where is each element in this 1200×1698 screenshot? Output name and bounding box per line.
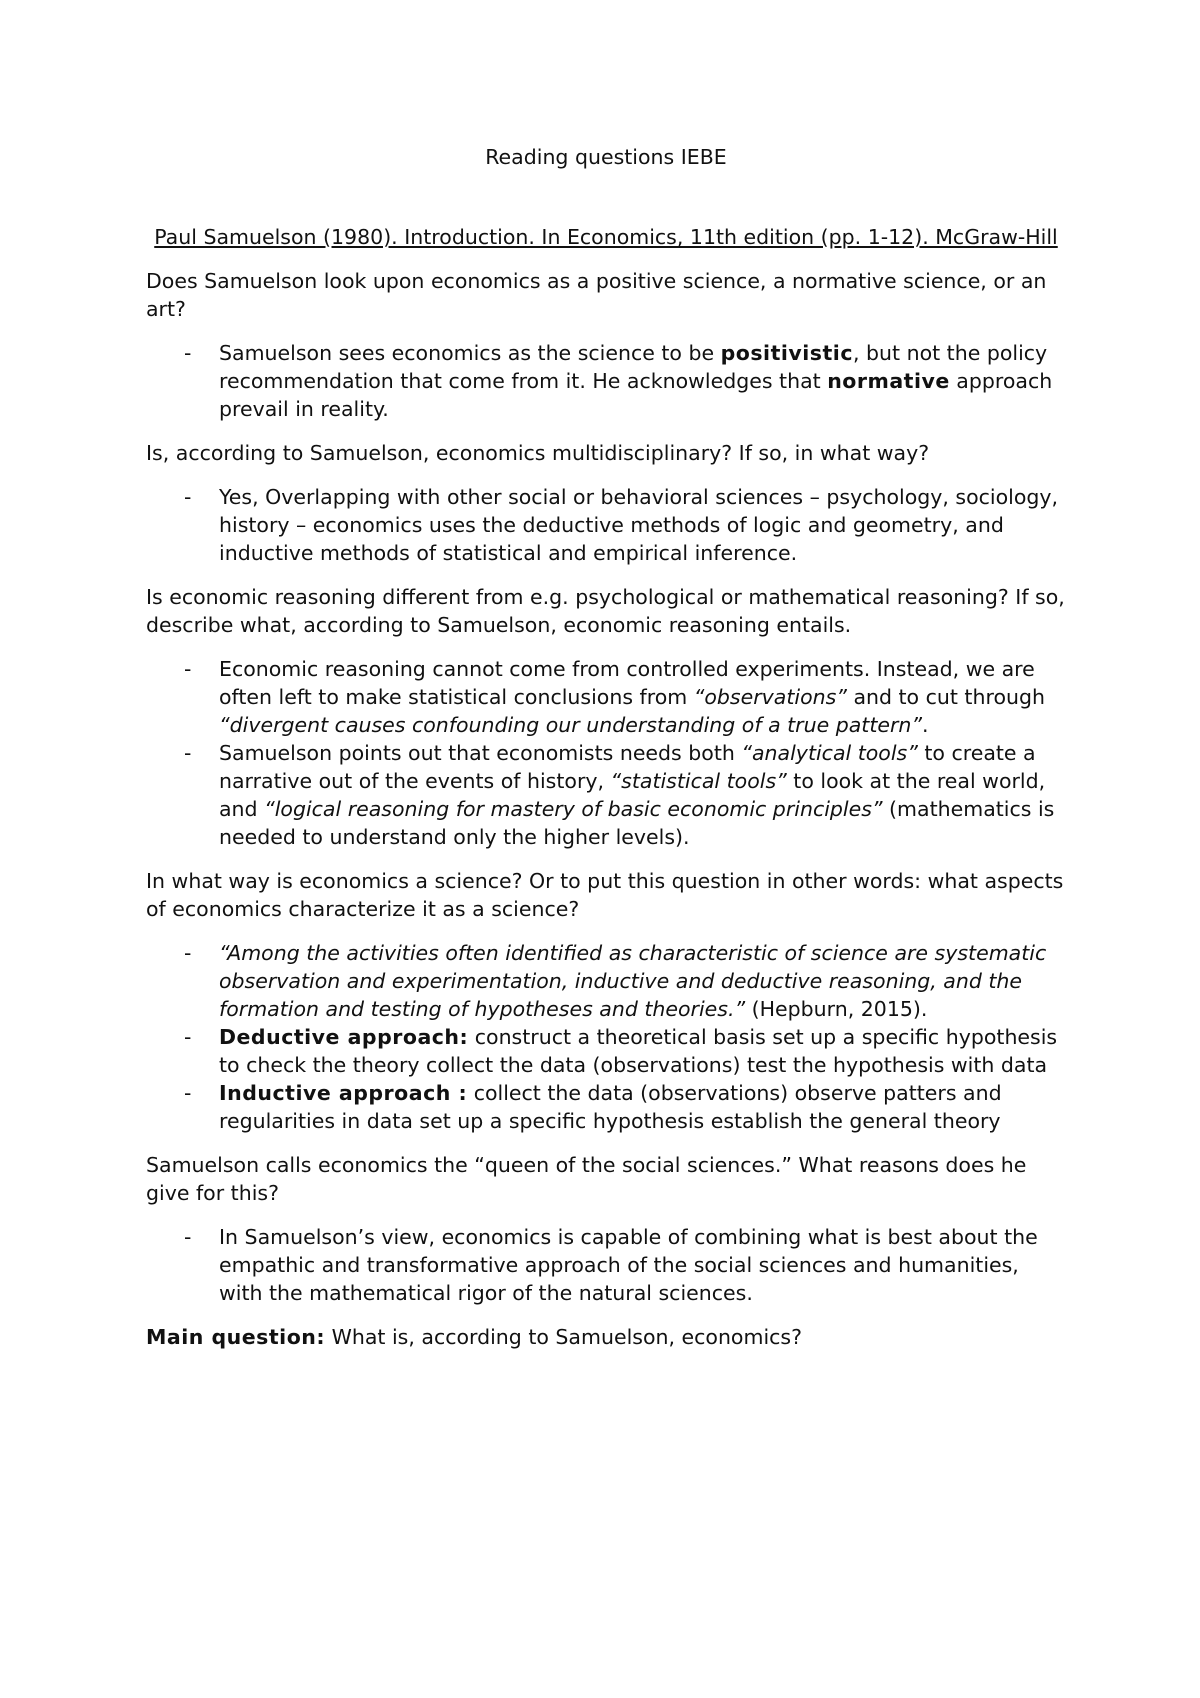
quoted-text: “logical reasoning for mastery of basic economic principles”	[264, 797, 883, 821]
reading-reference: Paul Samuelson (1980). Introduction. In Economics, 11th edition (pp. 1-12). McGraw-Hill	[154, 225, 1058, 249]
answer-item	[146, 1223, 1066, 1307]
question-text: Is economic reasoning different from e.g. psychological or mathematical reasoning? If so, describe what, according to Samuelson, economic reasoning entails.	[146, 585, 1065, 637]
bold-term: Inductive approach :	[219, 1081, 468, 1105]
main-question-text: What is, according to Samuelson, economics?	[325, 1325, 802, 1349]
answer-item	[146, 655, 1066, 739]
answer-text: In Samuelson’s view, economics is capable of combining what is best about the empathic and transformative approach of the social sciences and humanities, with the mathematical rigor of the natural sciences.	[219, 1225, 1038, 1305]
answer-text: Yes, Overlapping with other social or behavioral sciences – psychology, sociology, history – economics uses the deductive methods of logic and geometry, and inductive methods of statistical and empirical inference.	[219, 485, 1059, 565]
answer-list	[146, 339, 1066, 423]
question-text: In what way is economics a science? Or to put this question in other words: what aspects of economics characterize it as a science?	[146, 869, 1064, 921]
answer-list	[146, 939, 1066, 1135]
answer-text: (mathematics is needed to understand only the higher levels).	[219, 797, 1055, 849]
answer-list	[146, 655, 1066, 851]
bullet-dash: -	[184, 941, 192, 965]
answer-text: , but not the policy recommendation that come from it. He acknowledges that	[219, 341, 1048, 393]
bullet-dash: -	[184, 741, 192, 765]
document-body	[146, 143, 1066, 1367]
answer-list	[146, 1223, 1066, 1307]
answer-text: Samuelson sees economics as the science to be	[219, 341, 721, 365]
quoted-text: “Among the activities often identified as characteristic of science are systematic observation and experimentation, inductive and deductive reasoning, and the formation and testing of hypotheses and theories.”	[219, 941, 1047, 1021]
bullet-dash: -	[184, 1225, 192, 1249]
answer-item	[146, 1079, 1066, 1135]
answer-item	[146, 739, 1066, 851]
answer-item	[146, 339, 1066, 423]
bullet-dash: -	[184, 1081, 192, 1105]
answer-text: approach prevail in reality.	[219, 369, 1053, 421]
answer-text: .	[922, 713, 929, 737]
answer-item	[146, 1023, 1066, 1079]
main-question-label: Main question:	[146, 1325, 326, 1349]
answer-text: collect the data (observations) observe patters and regularities in data set up a specific hypothesis establish the general theory	[219, 1081, 1002, 1133]
answer-text: Samuelson points out that economists needs both	[219, 741, 742, 765]
answer-list	[146, 483, 1066, 567]
bold-term: Deductive approach:	[219, 1025, 469, 1049]
answer-text: and to cut through	[846, 685, 1045, 709]
answer-item	[146, 483, 1066, 567]
answer-text: (Hepburn, 2015).	[745, 997, 928, 1021]
bullet-dash: -	[184, 485, 192, 509]
main-question	[146, 1323, 1066, 1351]
document-title: Reading questions IEBE	[485, 145, 727, 169]
question-text: Samuelson calls economics the “queen of the social sciences.” What reasons does he give for this?	[146, 1153, 1027, 1205]
quoted-text: “divergent causes confounding our understanding of a true pattern”	[219, 713, 923, 737]
quoted-text: “analytical tools”	[741, 741, 918, 765]
answer-text: to create a narrative out of the events of history,	[219, 741, 1036, 793]
answer-text: to look at the real world, and	[219, 769, 1046, 821]
answer-item	[146, 939, 1066, 1023]
question-text: Does Samuelson look upon economics as a positive science, a normative science, or an art?	[146, 269, 1047, 321]
question-text: Is, according to Samuelson, economics multidisciplinary? If so, in what way?	[146, 441, 930, 465]
answer-text: construct a theoretical basis set up a specific hypothesis to check the theory collect the data (observations) test the hypothesis with data	[219, 1025, 1058, 1077]
bold-term: positivistic	[720, 341, 853, 365]
bullet-dash: -	[184, 1025, 192, 1049]
bold-term: normative	[827, 369, 950, 393]
bullet-dash: -	[184, 657, 192, 681]
question-sections	[146, 267, 1066, 1307]
quoted-text: “observations”	[693, 685, 847, 709]
answer-text: Economic reasoning cannot come from controlled experiments. Instead, we are often left to make statistical conclusions from	[219, 657, 1035, 709]
bullet-dash: -	[184, 341, 192, 365]
quoted-text: “statistical tools”	[610, 769, 787, 793]
